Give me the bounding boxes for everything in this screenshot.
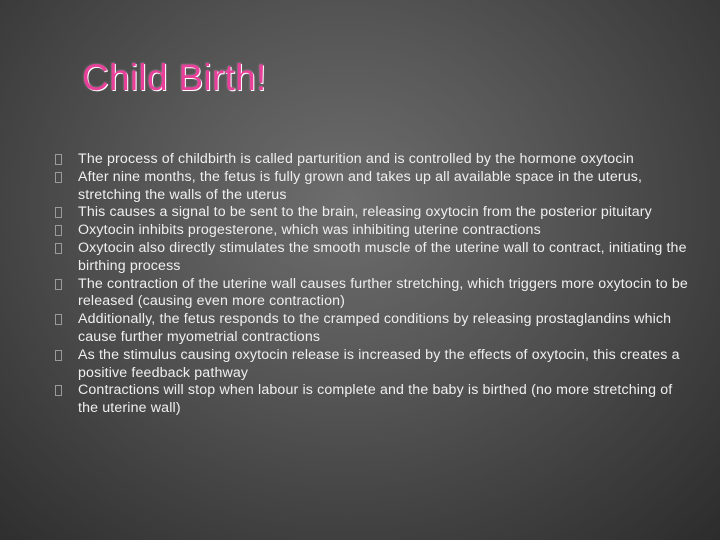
- missing-glyph-box-icon: [55, 154, 62, 165]
- bullet-text: After nine months, the fetus is fully grown and takes up all available space in the uterus, stretching the walls of the uterus: [78, 168, 643, 203]
- list-item: [55, 204, 695, 222]
- missing-glyph-box-icon: [55, 279, 62, 290]
- list-item: [55, 311, 695, 347]
- bullet-text: This causes a signal to be sent to the brain, releasing oxytocin from the posterior pituitary: [78, 204, 652, 221]
- bullet-text: As the stimulus causing oxytocin release is increased by the effects of oxytocin, this creates a positive feedback pathway: [78, 346, 680, 381]
- list-item: [55, 347, 695, 383]
- missing-glyph-box-icon: [55, 225, 62, 236]
- bullet-text: Contractions will stop when labour is complete and the baby is birthed (no more stretching of the uterine wall): [78, 382, 673, 417]
- bullet-text: Oxytocin inhibits progesterone, which was inhibiting uterine contractions: [78, 222, 541, 239]
- missing-glyph-box-icon: [55, 350, 62, 361]
- bullet-list: [55, 151, 695, 418]
- missing-glyph-box-icon: [55, 385, 62, 396]
- bullet-text: Oxytocin also directly stimulates the smooth muscle of the uterine wall to contract, initiating the birthing process: [78, 239, 687, 274]
- list-item: [55, 240, 695, 276]
- list-item: [55, 382, 695, 418]
- bullet-text: The process of childbirth is called parturition and is controlled by the hormone oxytocin: [78, 151, 634, 167]
- bullet-text: The contraction of the uterine wall causes further stretching, which triggers more oxytocin to be released (causing even more contraction): [78, 275, 688, 310]
- slide-title: Child Birth!: [82, 57, 267, 98]
- list-item: [55, 276, 695, 312]
- list-item: [55, 169, 695, 205]
- missing-glyph-box-icon: [55, 243, 62, 254]
- bullet-text: Additionally, the fetus responds to the cramped conditions by releasing prostaglandins which cause further myometrial contractions: [78, 311, 672, 345]
- missing-glyph-box-icon: [55, 314, 62, 325]
- list-item: [55, 222, 695, 240]
- list-item: [55, 151, 695, 169]
- missing-glyph-box-icon: [55, 207, 62, 218]
- missing-glyph-box-icon: [55, 172, 62, 183]
